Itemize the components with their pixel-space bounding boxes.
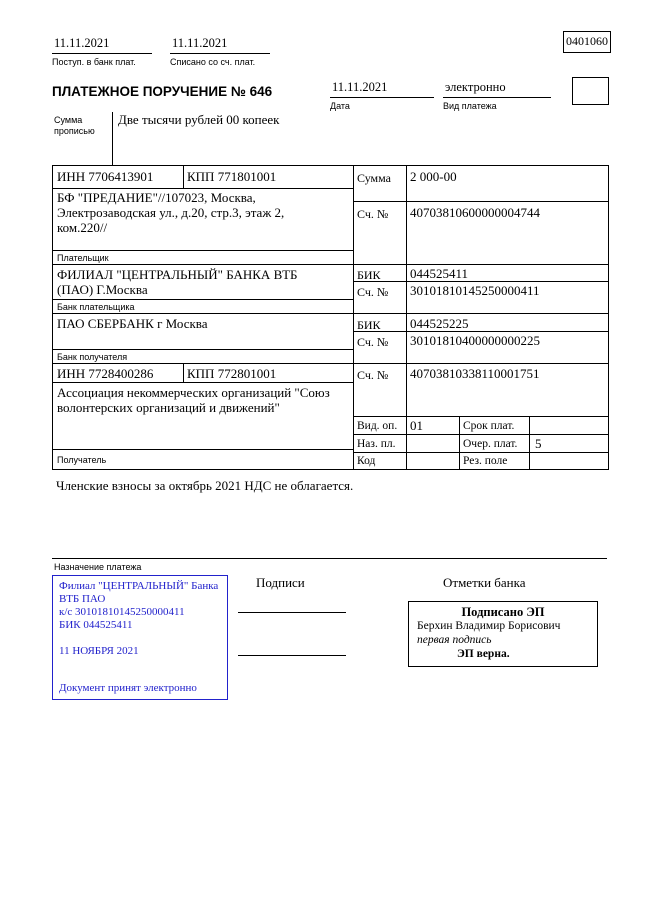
received-date-label: Поступ. в банк плат.: [52, 57, 136, 67]
payee-bank-bik: 044525225: [410, 316, 469, 331]
payee-bank-account: 30101810400000000225: [410, 333, 540, 348]
divider: [353, 166, 354, 469]
payer-bank-account: 30101810145250000411: [410, 283, 540, 298]
payee-account-label: Сч. №: [357, 368, 389, 382]
divider: [53, 449, 353, 450]
payee-name: Ассоциация некоммерческих организаций "Союз волонтерских организаций и движений": [57, 385, 330, 415]
divider: [353, 434, 608, 435]
pay-term-label: Срок плат.: [463, 420, 515, 432]
payer-account-label: Сч. №: [357, 207, 389, 221]
amount-words-label: Сумма прописью: [54, 115, 95, 136]
divider: [53, 382, 353, 383]
payer-kpp: КПП 771801001: [187, 169, 277, 184]
payee-kpp: КПП 772801001: [187, 366, 277, 381]
divider: [53, 299, 353, 300]
amount-value: 2 000-00: [410, 169, 457, 184]
stamp-bik: БИК 044525411: [59, 619, 133, 631]
divider: [53, 188, 353, 189]
received-date-field: 11.11.2021: [52, 36, 152, 54]
divider: [353, 452, 608, 453]
ep-stamp: [408, 601, 598, 667]
stamp-date: 11 НОЯБРЯ 2021: [59, 645, 139, 657]
divider: [112, 112, 113, 165]
code-label: Код: [357, 455, 376, 467]
payer-bank-bik-label: БИК: [357, 268, 381, 282]
payer-account: 40703810600000004744: [410, 205, 540, 220]
payee-bank-name: ПАО СБЕРБАНК г Москва: [57, 316, 208, 331]
debited-date-label: Списано со сч. плат.: [170, 57, 256, 67]
signature-line-1: [238, 612, 346, 613]
ep-sign-type: первая подпись: [417, 634, 492, 646]
priority-value: 5: [535, 436, 542, 451]
op-kind-label: Вид. оп.: [357, 420, 398, 432]
priority-label: Очер. плат.: [463, 438, 518, 450]
divider: [53, 264, 608, 265]
reserve-field-label: Рез. поле: [463, 455, 508, 467]
divider: [53, 349, 353, 350]
payment-kind-field: электронно: [443, 80, 551, 98]
reserve-box: [572, 77, 609, 105]
debited-date-field: 11.11.2021: [170, 36, 270, 54]
divider: [529, 416, 530, 469]
divider: [353, 416, 608, 417]
amount-label: Сумма: [357, 171, 391, 185]
ep-title: Подписано ЭП: [461, 605, 545, 619]
bank-stamp: [52, 575, 228, 700]
date-label: Дата: [330, 101, 350, 111]
divider: [353, 201, 608, 202]
bank-marks-label: Отметки банка: [443, 575, 526, 590]
main-table: [52, 165, 609, 470]
divider: [53, 250, 353, 251]
payee-label: Получатель: [57, 455, 107, 465]
stamp-status: Документ принят электронно: [59, 682, 197, 694]
divider: [183, 166, 184, 188]
payee-account: 40703810338110001751: [410, 366, 540, 381]
divider: [353, 331, 608, 332]
amount-words-value: Две тысячи рублей 00 копеек: [118, 112, 280, 127]
payer-bank-account-label: Сч. №: [357, 285, 389, 299]
ep-verified: ЭП верна.: [457, 648, 510, 660]
page-title: ПЛАТЕЖНОЕ ПОРУЧЕНИЕ № 646: [52, 84, 273, 99]
payer-label: Плательщик: [57, 253, 109, 263]
payment-kind-label: Вид платежа: [443, 101, 497, 111]
payee-bank-bik-label: БИК: [357, 318, 381, 332]
payer-bank-label: Банк плательщика: [57, 302, 135, 312]
purpose-label: Назначение платежа: [54, 562, 142, 572]
signatures-label: Подписи: [256, 575, 305, 590]
purpose-code-label: Наз. пл.: [357, 438, 396, 450]
stamp-bank-name: Филиал "ЦЕНТРАЛЬНЫЙ" Банка ВТБ ПАО: [59, 580, 219, 605]
purpose-text: Членские взносы за октябрь 2021 НДС не облагается.: [56, 478, 354, 493]
stamp-corr-account: к/с 30101810145250000411: [59, 606, 185, 618]
payee-bank-account-label: Сч. №: [357, 335, 389, 349]
ep-signer-name: Берхин Владимир Борисович: [417, 620, 561, 632]
divider: [53, 363, 608, 364]
payer-bank-bik: 044525411: [410, 266, 469, 281]
payer-name: БФ "ПРЕДАНИЕ"//107023, Москва, Электрозаводская ул., д.20, стр.3, этаж 2, ком.220//: [57, 190, 285, 235]
divider: [183, 363, 184, 382]
divider: [459, 416, 460, 469]
divider: [53, 313, 608, 314]
signature-line-2: [238, 655, 346, 656]
op-kind-value: 01: [410, 418, 423, 433]
payer-inn: ИНН 7706413901: [57, 169, 154, 184]
payee-inn: ИНН 7728400286: [57, 366, 154, 381]
form-code-box: 0401060: [563, 31, 611, 53]
date-field: 11.11.2021: [330, 80, 434, 98]
divider: [52, 558, 607, 559]
payee-bank-label: Банк получателя: [57, 352, 128, 362]
divider: [406, 166, 407, 469]
divider: [353, 281, 608, 282]
payer-bank-name: ФИЛИАЛ "ЦЕНТРАЛЬНЫЙ" БАНКА ВТБ (ПАО) Г.Москва: [57, 267, 298, 297]
